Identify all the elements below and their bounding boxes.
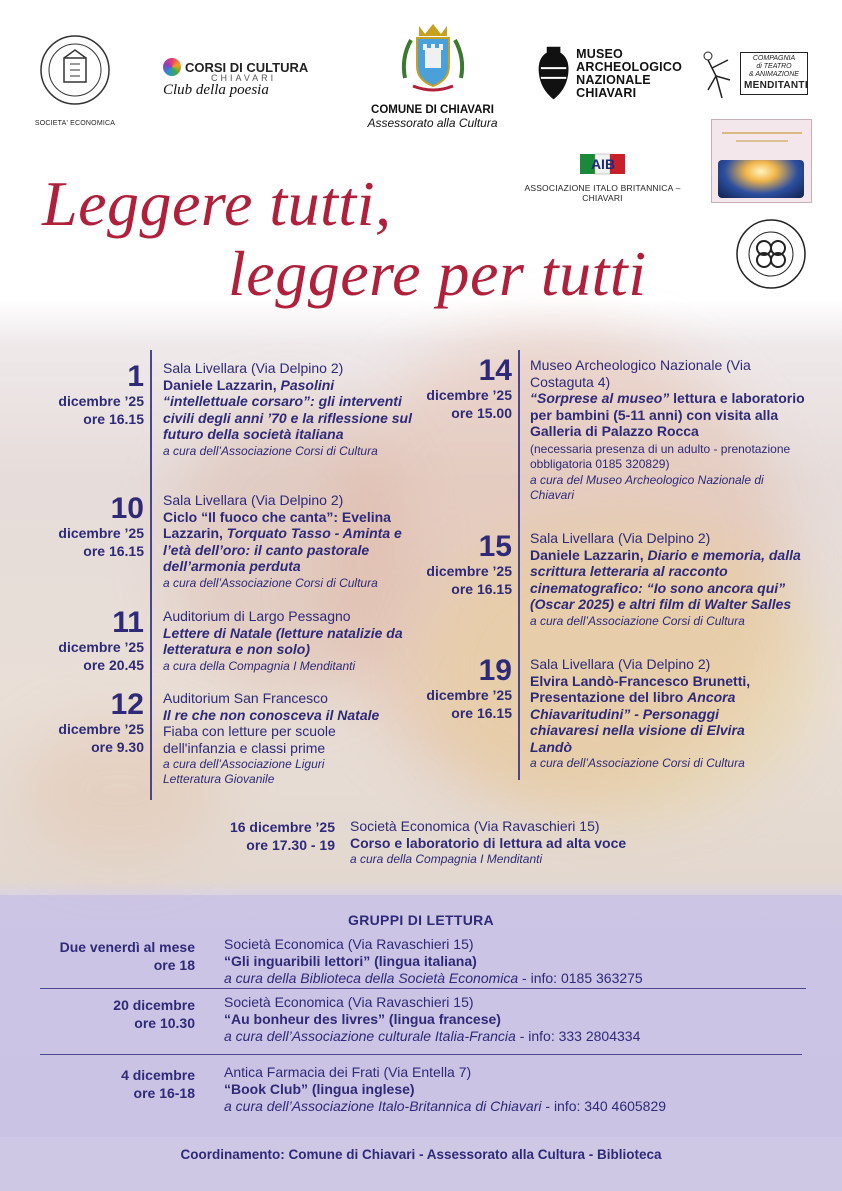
- event-12: [163, 690, 413, 787]
- aib-icon: [578, 150, 628, 176]
- event-15-time: ore 16.15: [451, 581, 512, 597]
- event-11-work: Lettere di Natale (letture natalizie da letteratura e non solo): [163, 624, 403, 657]
- menditanti-line1: COMPAGNIA: [752, 55, 796, 62]
- event-15-place: Sala Livellara (Via Delpino 2): [530, 530, 711, 546]
- gruppo-3-place: Antica Farmacia dei Frati (Via Entella 7): [224, 1064, 472, 1080]
- event-11-date: [40, 608, 144, 674]
- gruppo-2-place: Società Economica (Via Ravaschieri 15): [224, 994, 474, 1010]
- event-1-time: ore 16.15: [83, 411, 144, 427]
- event-15-cura: a cura dell’Associazione Corsi di Cultura: [530, 613, 745, 628]
- event-14-note: (necessaria presenza di un adulto - prenotazione obbligatoria 0185 320829): [530, 441, 791, 471]
- event-1-cura: a cura dell’Associazione Corsi di Cultura: [163, 443, 378, 458]
- corsi-cultura-logo: [163, 58, 313, 99]
- event-19-author: Elvira Landò-Francesco Brunetti, Presentazione del libro: [530, 672, 751, 705]
- museo-line2: ARCHEOLOGICO: [576, 60, 682, 74]
- gruppo-2-when: 20 dicembre: [113, 997, 195, 1013]
- gruppo-1-info: - info: 0185 363275: [518, 970, 643, 986]
- gruppo-1-date: [30, 938, 195, 974]
- event-1-month: dicembre ’25: [58, 393, 144, 409]
- event-14-place: Museo Archeologico Nazionale (Via Costaguta 4): [530, 357, 751, 390]
- event-16-date: [190, 818, 335, 854]
- gruppi-divider-1: [40, 988, 806, 989]
- event-16-day: 16 dicembre ’25: [229, 819, 335, 835]
- museo-line4: CHIAVARI: [576, 86, 637, 100]
- juggler-icon: [700, 50, 740, 102]
- gruppo-2-time: ore 10.30: [134, 1015, 195, 1031]
- event-19-month: dicembre ’25: [426, 687, 512, 703]
- event-10-month: dicembre ’25: [58, 525, 144, 541]
- event-10: [163, 492, 413, 591]
- museo-line1: MUSEO: [576, 47, 623, 61]
- gruppo-3-info: - info: 340 4605829: [541, 1098, 667, 1114]
- event-10-work: Torquato Tasso - Aminta e l’età dell’oro: il canto pastorale dell’armonia perduta: [163, 525, 402, 574]
- gruppo-3: [224, 1064, 814, 1115]
- event-14-desc: lettura e laboratorio per bambini (5-11 anni) con visita alla Galleria di Palazzo Rocca: [530, 390, 805, 439]
- menditanti-logo: [700, 50, 812, 104]
- event-16-title: Corso e laboratorio di lettura ad alta voce: [350, 834, 627, 851]
- comune-dept: Assessorato alla Cultura: [367, 116, 498, 130]
- event-10-author: Ciclo “Il fuoco che canta”: Evelina Lazzarin,: [163, 508, 391, 541]
- seal-icon: [30, 32, 120, 112]
- gruppo-3-cura: a cura dell’Associazione Italo-Britannica di Chiavari: [224, 1098, 542, 1114]
- footer-coordinamento: Coordinamento: Comune di Chiavari - Assessorato alla Cultura - Biblioteca: [180, 1147, 662, 1162]
- event-15-month: dicembre ’25: [426, 563, 512, 579]
- event-15-date: [410, 532, 512, 598]
- event-10-cura: a cura dell’Associazione Corsi di Cultura: [163, 575, 378, 590]
- gruppo-3-date: [30, 1066, 195, 1102]
- amphora-icon: [537, 44, 570, 104]
- gruppo-1-time: ore 18: [153, 957, 195, 973]
- event-14-month: dicembre ’25: [426, 387, 512, 403]
- colorful-head-icon: [163, 58, 181, 76]
- event-14-time: ore 15.00: [451, 405, 512, 421]
- event-15-day: 15: [478, 530, 512, 563]
- event-11-place: Auditorium di Largo Pessagno: [163, 608, 351, 624]
- event-15-author: Daniele Lazzarin,: [530, 546, 648, 563]
- event-16-place: Società Economica (Via Ravaschieri 15): [350, 818, 600, 834]
- event-12-desc: Fiaba con letture per scuole dell'infanzia e classi prime: [163, 723, 336, 756]
- right-column-divider: [518, 350, 520, 780]
- event-10-date: [40, 494, 144, 560]
- event-11-month: dicembre ’25: [58, 639, 144, 655]
- left-column-divider: [150, 350, 152, 800]
- event-10-place: Sala Livellara (Via Delpino 2): [163, 492, 344, 508]
- liguri-logo: [735, 218, 807, 290]
- gruppo-2-date: [30, 996, 195, 1032]
- event-11-day: 11: [112, 606, 144, 639]
- event-16-cura: a cura della Compagnia I Menditanti: [350, 852, 543, 866]
- gruppo-1: [224, 936, 814, 987]
- event-14-date: [410, 356, 512, 422]
- gruppo-3-when: 4 dicembre: [121, 1067, 195, 1083]
- event-12-date: [40, 690, 144, 756]
- event-19-date: [410, 656, 512, 722]
- event-1-place: Sala Livellara (Via Delpino 2): [163, 360, 344, 376]
- italo-britannica-logo: [520, 150, 685, 203]
- event-19: [530, 656, 765, 771]
- gruppi-divider-2: [40, 1054, 802, 1055]
- knot-seal-icon: [735, 218, 807, 290]
- title-line2: leggere per tutti: [228, 238, 647, 309]
- glowing-book-icon: [718, 160, 804, 198]
- societa-economica-label: SOCIETA' ECONOMICA: [34, 120, 116, 127]
- menditanti-line3: & ANIMAZIONE: [749, 71, 799, 78]
- gruppo-2-title: “Au bonheur des livres” (lingua francese): [224, 1011, 501, 1027]
- event-11-time: ore 20.45: [83, 657, 144, 673]
- event-15-work: Diario e memoria, dalla scrittura letteraria al racconto cinematografico: “Io sono ancora qui” (Oscar 2025) e altri film di Walter Salles: [530, 546, 801, 612]
- gruppo-3-title: “Book Club” (lingua inglese): [224, 1081, 415, 1097]
- gruppo-2-cura: a cura dell’Associazione culturale Italia-Francia: [224, 1028, 516, 1044]
- event-1-day: 1: [127, 360, 144, 393]
- event-12-time: ore 9.30: [91, 739, 144, 755]
- event-12-month: dicembre ’25: [58, 721, 144, 737]
- event-12-work: Il re che non conosceva il Natale: [163, 706, 380, 723]
- menditanti-name: MENDITANTI: [744, 80, 808, 91]
- event-1-date: [40, 362, 144, 428]
- event-12-place: Auditorium San Francesco: [163, 690, 328, 706]
- corsi-cultura-title: CORSI DI CULTURA: [185, 59, 309, 75]
- event-14-cura: a cura del Museo Archeologico Nazionale di Chiavari: [530, 472, 764, 502]
- event-12-cura: a cura dell’Associazione Liguri Letteratura Giovanile: [163, 757, 325, 786]
- event-19-work: Ancora Chiavaritudini” - Personaggi chiavaresi nella visione di Elvira Landò: [530, 689, 745, 755]
- gruppo-2: [224, 994, 814, 1045]
- event-11: [163, 608, 418, 674]
- title-line1: Leggere tutti,: [42, 168, 392, 239]
- club-poesia: Club della poesia: [163, 82, 269, 98]
- museo-line3: NAZIONALE: [576, 73, 651, 87]
- gruppo-1-when: Due venerdì al mese: [59, 939, 195, 955]
- gruppo-1-title: “Gli inguaribili lettori” (lingua italiana): [224, 953, 477, 969]
- gruppo-1-cura: a cura della Biblioteca della Società Economica: [224, 970, 519, 986]
- corsi-cultura-sub: CHIAVARI: [211, 73, 277, 83]
- book-image: [711, 119, 812, 203]
- event-14: [530, 357, 815, 503]
- event-12-day: 12: [110, 688, 144, 721]
- event-10-time: ore 16.15: [83, 543, 144, 559]
- footer-band: [0, 1137, 842, 1191]
- event-1-work: Pasolini “intellettuale corsaro”: gli interventi civili degli anni ’70 e la riflessione sul futuro della società italiana: [163, 376, 412, 442]
- gruppo-1-place: Società Economica (Via Ravaschieri 15): [224, 936, 474, 952]
- gruppi-heading: GRUPPI DI LETTURA: [348, 912, 494, 928]
- event-15: [530, 530, 815, 629]
- event-16-time: ore 17.30 - 19: [246, 837, 335, 853]
- societa-economica-logo: [30, 32, 120, 127]
- event-11-cura: a cura della Compagnia I Menditanti: [163, 658, 356, 673]
- event-14-day: 14: [478, 354, 512, 387]
- museo-logo: [537, 44, 682, 104]
- gruppo-2-info: - info: 333 2804334: [515, 1028, 641, 1044]
- event-19-day: 19: [478, 654, 512, 687]
- event-16: [350, 818, 690, 867]
- coat-of-arms-icon: [393, 18, 473, 98]
- event-14-work: “Sorprese al museo”: [530, 390, 670, 406]
- event-19-place: Sala Livellara (Via Delpino 2): [530, 656, 711, 672]
- event-1: [163, 360, 413, 459]
- comune-logo: [355, 18, 510, 130]
- event-19-time: ore 16.15: [451, 705, 512, 721]
- event-10-day: 10: [110, 492, 144, 525]
- event-19-cura: a cura dell’Associazione Corsi di Cultura: [530, 756, 745, 770]
- menditanti-line2: di TEATRO: [756, 63, 792, 70]
- event-1-author: Daniele Lazzarin,: [163, 376, 281, 393]
- italo-britannica-label: ASSOCIAZIONE ITALO BRITANNICA – CHIAVARI: [524, 183, 681, 203]
- gruppo-3-time: ore 16-18: [133, 1085, 195, 1101]
- comune-name: COMUNE DI CHIAVARI: [371, 104, 494, 116]
- svg-text:AIB: AIB: [590, 156, 615, 172]
